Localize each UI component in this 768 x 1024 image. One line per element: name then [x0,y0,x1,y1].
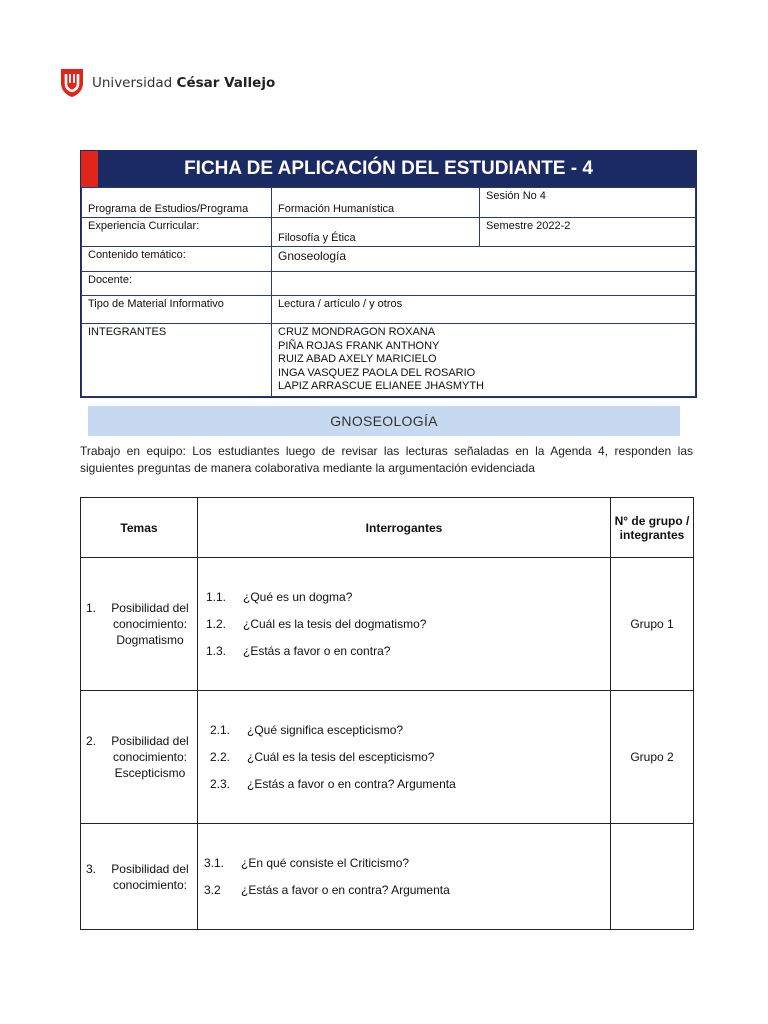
table-row [81,824,694,930]
integrante-name: PIÑA ROJAS FRANK ANTHONY [278,339,440,352]
tema-number: 2. [86,734,97,748]
questions-table [80,497,694,930]
programa-value: Formación Humanística [272,188,480,218]
pregunta-item: 2.1. ¿Qué significa escepticismo? [210,722,404,737]
programa-label: Programa de Estudios/Programa [82,188,272,218]
tema-cell [81,558,198,691]
integrante-name: CRUZ MONDRAGON ROXANA [278,326,436,338]
red-accent [81,151,98,187]
preguntas-cell [198,558,611,691]
sesion-value: Sesión No 4 [480,188,696,218]
card-title-bar [81,151,696,187]
integrante-name: LAPIZ ARRASCUE ELIANEE JHASMYTH [278,380,484,392]
ucv-shield-icon [60,68,84,98]
material-label: Tipo de Material Informativo [82,296,272,324]
student-sheet-card [80,150,697,398]
contenido-value: Gnoseología [272,247,696,272]
pregunta-item: 2.2. ¿Cuál es la tesis del escepticismo? [210,749,435,764]
grupo-cell: Grupo 1 [611,558,694,691]
pregunta-item: 3.1. ¿En qué consiste el Criticismo? [204,855,410,870]
contenido-label: Contenido temático: [82,247,272,272]
integrante-name: INGA VASQUEZ PAOLA DEL ROSARIO [278,366,476,379]
header-grupo: N° de grupo / integrantes [611,498,694,558]
logo-wordmark: Universidad César Vallejo [92,75,276,91]
semestre-value: Semestre 2022-2 [480,218,696,247]
preguntas-cell [198,824,611,930]
tema-number: 3. [86,861,97,876]
docente-label: Docente: [82,272,272,296]
tema-text: Posibilidad del conocimiento: Dogmatismo [111,601,189,647]
grupo-cell [611,824,694,930]
integrantes-label: INTEGRANTES [82,324,272,397]
table-row [81,691,694,824]
info-table [81,187,696,397]
tema-cell [81,824,198,930]
integrante-name: RUIZ ABAD AXELY MARICIELO [278,353,437,365]
university-logo [60,68,275,98]
card-title: FICHA DE APLICACIÓN DEL ESTUDIANTE - 4 [184,158,593,179]
preguntas-cell [198,691,611,824]
section-banner: GNOSEOLOGÍA [88,406,680,436]
integrantes-list [272,324,696,397]
grupo-cell: Grupo 2 [611,691,694,824]
tema-text: Posibilidad del conocimiento: [111,861,189,892]
header-interrogantes: Interrogantes [198,498,611,558]
tema-number: 1. [86,601,97,615]
pregunta-item: 3.2 ¿Estás a favor o en contra? Argumenta [204,882,450,897]
experiencia-label: Experiencia Curricular: [82,218,272,247]
table-row [81,558,694,691]
docente-value [272,272,696,296]
tema-text: Posibilidad del conocimiento: Escepticismo [111,734,189,780]
pregunta-item: 1.3. ¿Estás a favor o en contra? [206,643,391,658]
header-temas: Temas [81,498,198,558]
tema-cell [81,691,198,824]
intro-paragraph: Trabajo en equipo: Los estudiantes luego de revisar las lecturas señaladas en la Agenda 4, responden las siguientes preguntas de manera colaborativa mediante la argumentación evidenciada [80,444,693,475]
pregunta-item: 1.2. ¿Cuál es la tesis del dogmatismo? [206,616,427,631]
pregunta-item: 2.3. ¿Estás a favor o en contra? Argumenta [210,776,456,791]
experiencia-value: Filosofía y Ética [272,218,480,247]
material-value: Lectura / artículo / y otros [272,296,696,324]
pregunta-item: 1.1. ¿Qué es un dogma? [206,589,353,604]
